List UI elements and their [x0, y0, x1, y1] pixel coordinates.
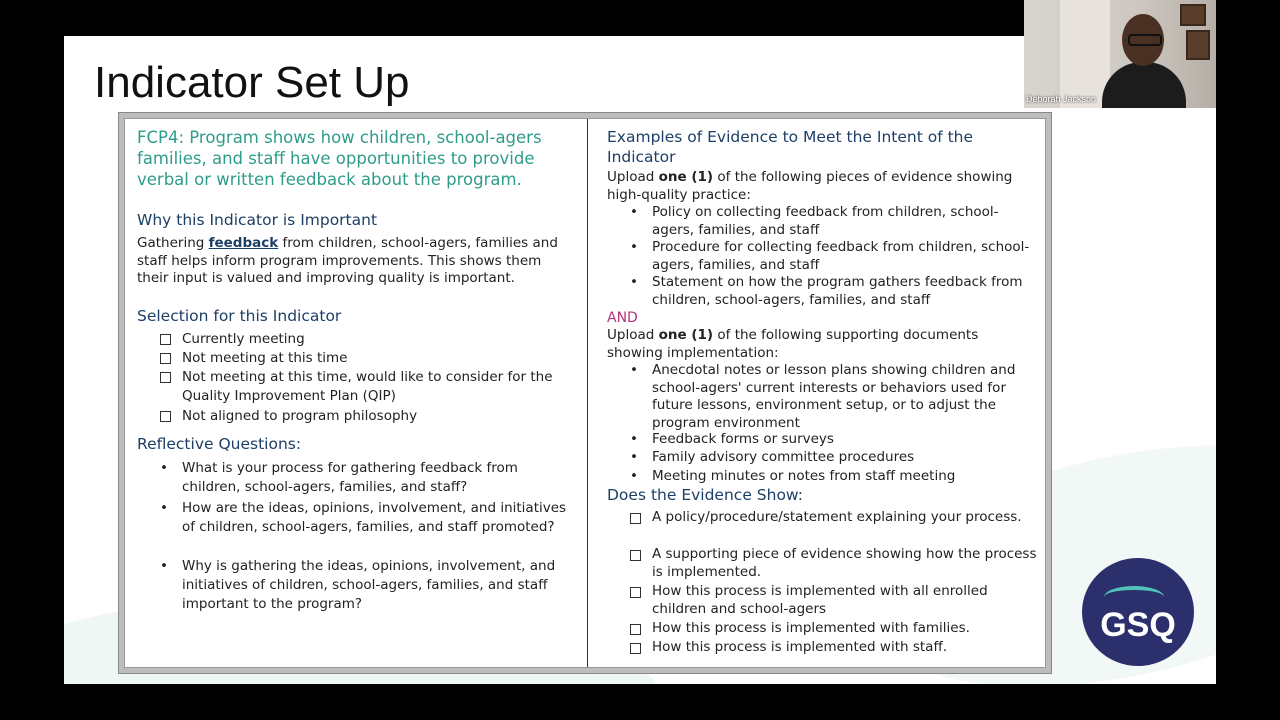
selection-item [182, 330, 572, 349]
show-item-label: A policy/procedure/statement explaining your process. [652, 509, 1022, 525]
slide [64, 36, 1216, 684]
fcp-title: FCP4: Program shows how children, school-agers families, and staff have opportunities to provide verbal or written feedback about the program. [137, 128, 542, 189]
evidence-item: • Procedure for collecting feedback from children, school-agers, families, and staff [652, 239, 1032, 274]
selection-item [182, 349, 572, 368]
selection-heading: Selection for this Indicator [137, 307, 342, 325]
indicator-document [124, 118, 1046, 668]
reflective-question: • Why is gathering the ideas, opinions, involvement, and initiatives of children, school-agers, families, and staff important to the program? [182, 557, 572, 614]
show-item [652, 546, 1042, 581]
selection-item-label: Not meeting at this time, would like to consider for the Quality Improvement Plan (QIP) [182, 369, 553, 404]
show-item-label: How this process is implemented with all enrolled children and school-agers [652, 583, 988, 617]
slide-title: Indicator Set Up [94, 58, 410, 107]
evidence-item: • Statement on how the program gathers feedback from children, school-agers, families, and staff [652, 274, 1032, 309]
support-item: • Family advisory committee procedures [652, 449, 1042, 467]
gsq-logo [1082, 558, 1194, 666]
support-item: • Meeting minutes or notes from staff meeting [652, 468, 1042, 486]
why-pre: Gathering [137, 235, 209, 251]
show-item [652, 509, 1042, 527]
show-item [652, 639, 1042, 657]
why-post: from children, school-agers, families and staff helps inform program improvements. This shows them their input is valued and improving quality is important. [137, 235, 558, 286]
selection-item-label: Not aligned to program philosophy [182, 408, 418, 424]
support-item: • Feedback forms or surveys [652, 431, 1042, 449]
participant-video[interactable] [1024, 0, 1216, 108]
show-item-label: A supporting piece of evidence showing how the process is implemented. [652, 546, 1037, 580]
evidence-item: • Policy on collecting feedback from children, school-agers, families, and staff [652, 204, 1032, 239]
checkbox[interactable] [630, 513, 641, 524]
reflective-question: • How are the ideas, opinions, involvement, and initiatives of children, school-agers, families, and staff promoted? [182, 499, 572, 537]
upload1-post: of the following pieces of evidence showing high-quality practice: [607, 169, 1013, 203]
upload-instruction-1 [607, 169, 1037, 204]
support-item: • Anecdotal notes or lesson plans showing children and school-agers' current interests or behaviors used for future lessons, environment setup, or to adjust the program environment [652, 362, 1042, 432]
checkbox[interactable] [630, 550, 641, 561]
checkbox[interactable] [160, 372, 171, 383]
show-item-label: How this process is implemented with families. [652, 620, 970, 636]
checkbox[interactable] [160, 353, 171, 364]
right-column [589, 119, 1045, 667]
left-column [125, 119, 587, 667]
and-label: AND [607, 310, 638, 326]
upload2-pre: Upload [607, 327, 659, 343]
logo-arc-icon [1104, 586, 1164, 608]
selection-item [182, 407, 572, 426]
upload2-post: of the following supporting documents showing implementation: [607, 327, 979, 361]
show-item [652, 620, 1042, 638]
checkbox[interactable] [630, 587, 641, 598]
checkbox[interactable] [160, 411, 171, 422]
why-paragraph [137, 235, 577, 288]
column-divider [587, 119, 588, 667]
reflective-heading: Reflective Questions: [137, 435, 302, 453]
upload2-bold: one (1) [658, 327, 714, 343]
checkbox[interactable] [160, 334, 171, 345]
examples-heading: Examples of Evidence to Meet the Intent of the Indicator [607, 128, 974, 166]
upload-instruction-2 [607, 327, 1037, 362]
show-item [652, 583, 1042, 618]
selection-item [182, 368, 572, 406]
checkbox[interactable] [630, 643, 641, 654]
selection-item-label: Currently meeting [182, 331, 305, 347]
why-heading: Why this Indicator is Important [137, 211, 378, 229]
show-heading: Does the Evidence Show: [607, 486, 803, 504]
glasses-icon [1128, 34, 1162, 46]
checkbox[interactable] [630, 624, 641, 635]
upload1-bold: one (1) [658, 169, 714, 185]
upload1-pre: Upload [607, 169, 659, 185]
participant-name: Deborah Jackson [1026, 94, 1097, 104]
wall-frame-icon [1180, 4, 1206, 26]
logo-text: GSQ [1100, 606, 1176, 644]
wall-frame-icon [1186, 30, 1210, 60]
show-item-label: How this process is implemented with staff. [652, 639, 948, 655]
feedback-link[interactable]: feedback [208, 235, 279, 251]
selection-item-label: Not meeting at this time [182, 350, 348, 366]
reflective-question: • What is your process for gathering feedback from children, school-agers, families, and staff? [182, 459, 572, 497]
